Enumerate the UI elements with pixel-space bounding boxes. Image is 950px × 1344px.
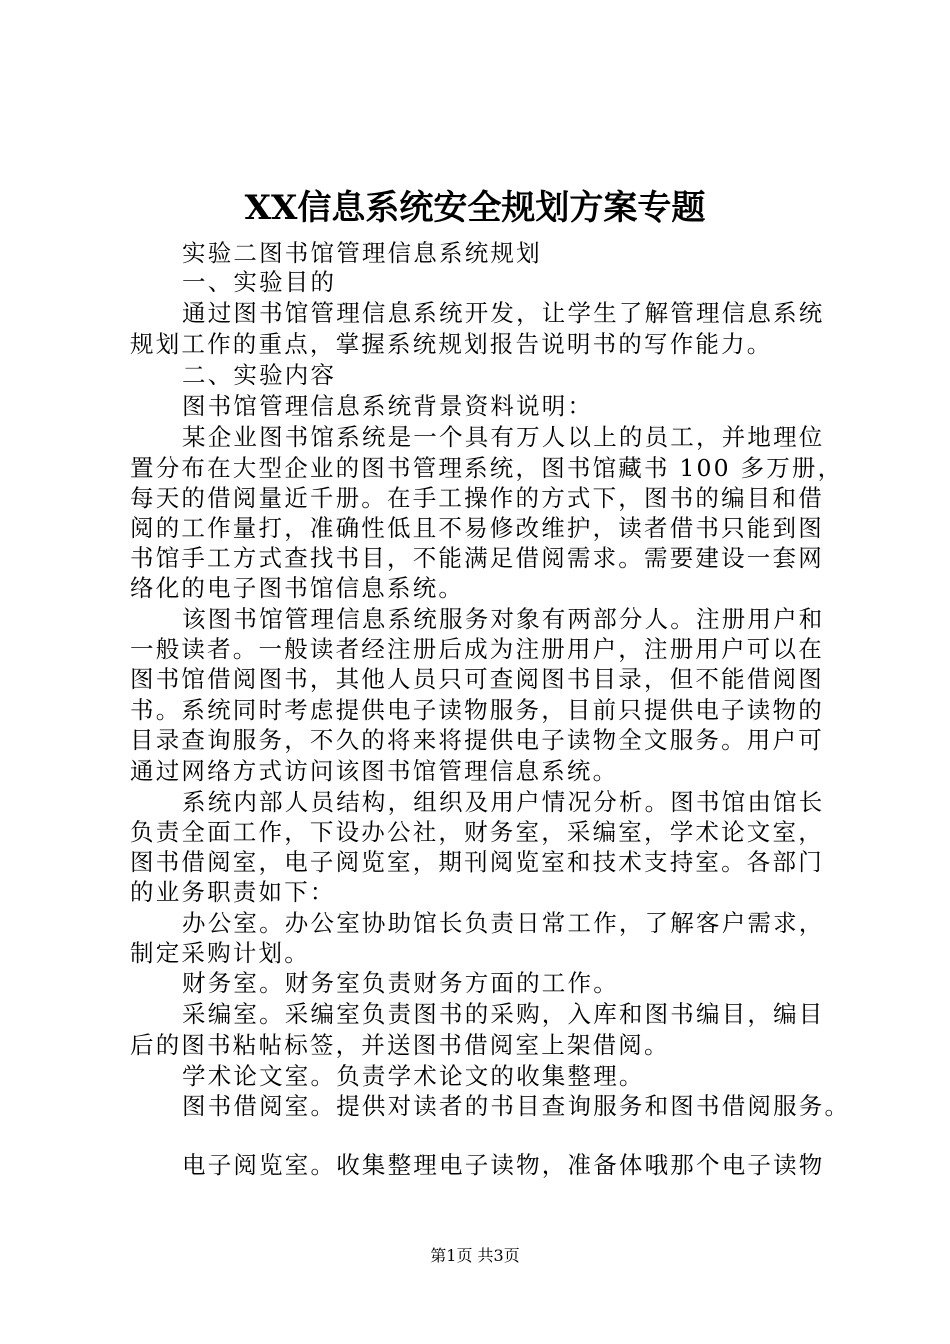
paragraph-line: 财务室。财务室负责财务方面的工作。 (182, 969, 619, 997)
paragraph-line: 书。系统同时考虑提供电子读物服务，目前只提供电子读物的 (130, 696, 824, 724)
paragraph-line: 某企业图书馆系统是一个具有万人以上的员工，并地理位 (182, 423, 825, 451)
paragraph-line: 办公室。办公室协助馆长负责日常工作，了解客户需求， (182, 909, 825, 937)
paragraph-line: 系统内部人员结构，组织及用户情况分析。图书馆由馆长 (182, 788, 825, 816)
paragraph-line: 通过图书馆管理信息系统开发，让学生了解管理信息系统 (182, 299, 825, 327)
page-number-footer: 第1页 共3页 (430, 1246, 520, 1265)
paragraph-line: 采编室。采编室负责图书的采购，入库和图书编目，编目 (182, 1000, 825, 1028)
paragraph-line: 通过网络方式访问该图书馆管理信息系统。 (130, 757, 619, 785)
paragraph-line: 图书馆借阅图书，其他人员只可查阅图书目录，但不能借阅图 (130, 665, 824, 693)
paragraph-line: 图书借阅室，电子阅览室，期刊阅览室和技术支持室。各部门 (130, 848, 824, 876)
document-title: XX信息系统安全规划方案专题 (244, 188, 706, 228)
section-heading: 一、实验目的 (182, 268, 337, 296)
paragraph-line: 目录查询服务，不久的将来将提供电子读物全文服务。用户可 (130, 726, 824, 754)
paragraph-line: 后的图书粘帖标签，并送图书借阅室上架借阅。 (130, 1031, 670, 1059)
paragraph-line: 学术论文室。负责学术论文的收集整理。 (182, 1062, 645, 1090)
paragraph-line: 负责全面工作，下设办公社，财务室，采编室，学术论文室， (130, 818, 824, 846)
paragraph-line: 该图书馆管理信息系统服务对象有两部分人。注册用户和 (182, 605, 825, 633)
paragraph-line: 的业务职责如下： (130, 878, 336, 906)
paragraph-line: 阅的工作量打，准确性低且不易修改维护，读者借书只能到图 (130, 514, 824, 542)
paragraph-line: 图书馆管理信息系统背景资料说明： (182, 392, 594, 420)
paragraph-line: 图书借阅室。提供对读者的书目查询服务和图书借阅服务。 (182, 1092, 851, 1120)
paragraph-line: 电子阅览室。收集整理电子读物，准备体哦那个电子读物 (182, 1151, 825, 1179)
paragraph-line: 书馆手工方式查找书目，不能满足借阅需求。需要建设一套网 (130, 544, 824, 572)
paragraph-line: 制定采购计划。 (130, 939, 310, 967)
paragraph-line: 络化的电子图书馆信息系统。 (130, 574, 465, 602)
section-heading: 二、实验内容 (182, 361, 337, 389)
paragraph-line: 每天的借阅量近千册。在手工操作的方式下，图书的编目和借 (130, 484, 824, 512)
heading-experiment: 实验二图书馆管理信息系统规划 (182, 239, 542, 267)
paragraph-line: 置分布在大型企业的图书管理系统，图书馆藏书 100 多万册， (130, 454, 844, 482)
paragraph-line: 规划工作的重点，掌握系统规划报告说明书的写作能力。 (130, 330, 773, 358)
paragraph-line: 一般读者。一般读者经注册后成为注册用户，注册用户可以在 (130, 635, 824, 663)
